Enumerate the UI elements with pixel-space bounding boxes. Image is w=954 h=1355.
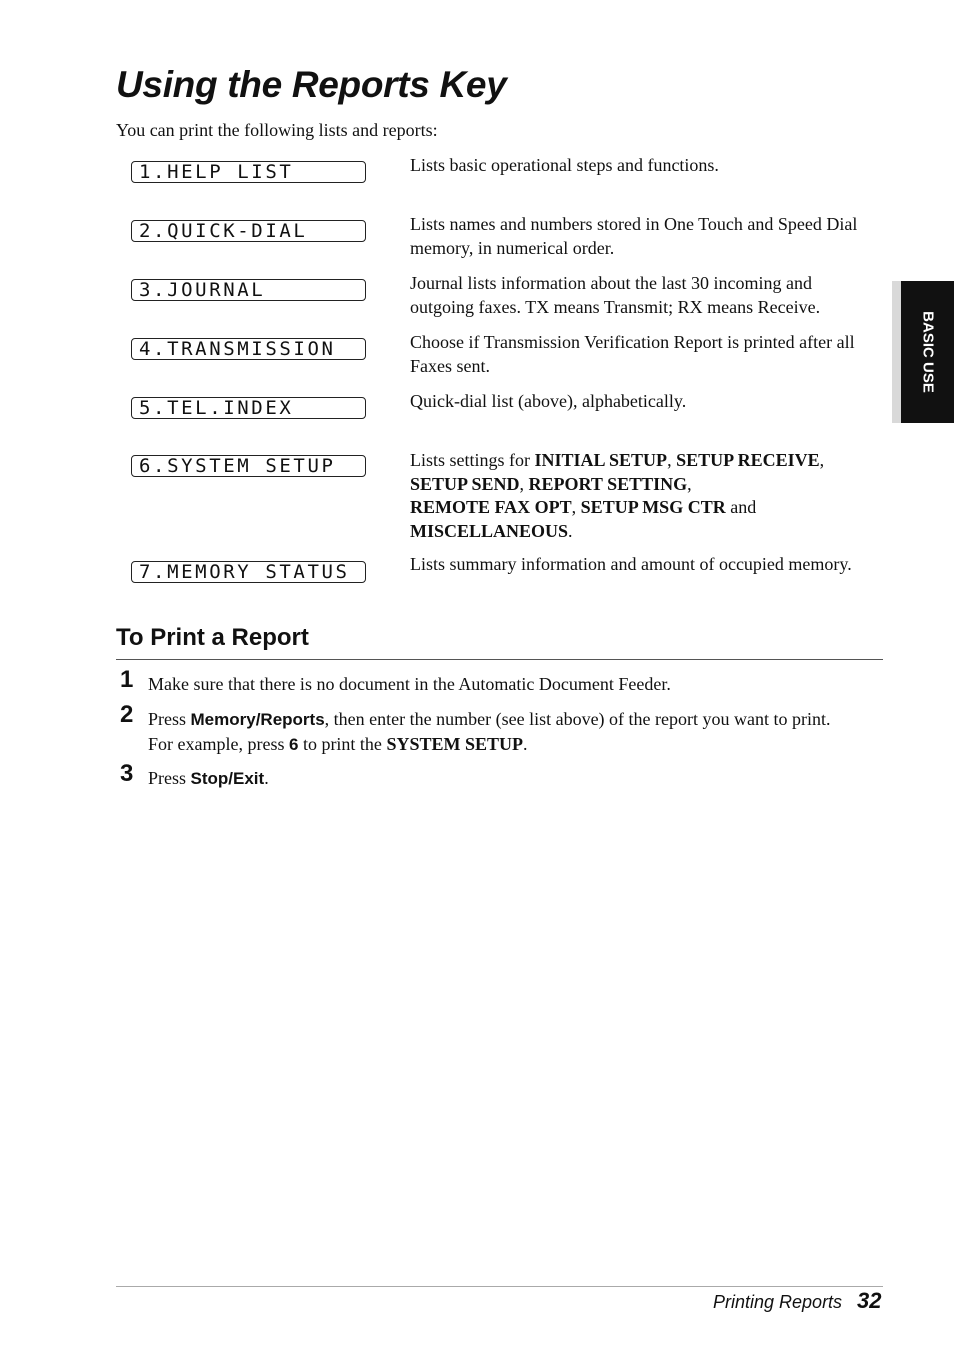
page-title: Using the Reports Key [116, 64, 507, 105]
text: , [687, 473, 692, 494]
text: . [522, 734, 528, 754]
setting-name: REMOTE FAX OPT [410, 497, 572, 517]
key-name: 6 [288, 735, 299, 754]
desc-memory-status: Lists summary information and amount of occupied memory. [410, 554, 852, 574]
text: , [819, 450, 825, 470]
text: Lists settings for [410, 450, 535, 470]
text: , [519, 473, 529, 494]
text: For example, press [148, 734, 289, 754]
setting-name: INITIAL SETUP [534, 450, 668, 470]
lcd-transmission: 4.TRANSMISSION [131, 338, 366, 360]
text: to print the [298, 734, 387, 754]
text: . [264, 768, 269, 788]
desc-system-setup [410, 449, 890, 543]
step-text [148, 707, 888, 757]
text: . [568, 520, 573, 541]
setting-name: REPORT SETTING [528, 473, 688, 494]
page-number: 32 [857, 1288, 882, 1313]
lcd-quick-dial: 2.QUICK-DIAL [131, 220, 366, 242]
text: , then enter the number (see list above) of the report you want to print. [324, 709, 831, 729]
text: Press [148, 768, 191, 788]
setting-name: SETUP SEND [410, 473, 520, 494]
desc-help-list: Lists basic operational steps and functions. [410, 155, 719, 175]
setting-name: SETUP RECEIVE [676, 450, 820, 470]
section-title: To Print a Report [116, 624, 309, 651]
text: Press [148, 709, 191, 729]
lcd-memory-status: 7.MEMORY STATUS [131, 561, 366, 583]
intro-text: You can print the following lists and reports: [116, 120, 438, 140]
text: , [571, 497, 581, 517]
step-number: 3 [120, 760, 134, 787]
setting-name: SYSTEM SETUP [386, 734, 523, 754]
section-divider [116, 659, 883, 660]
lcd-help-list: 1.HELP LIST [131, 161, 366, 183]
step-text: Make sure that there is no document in the Automatic Document Feeder. [148, 674, 671, 694]
footer-divider [116, 1286, 883, 1287]
lcd-journal: 3.JOURNAL [131, 279, 366, 301]
footer-section-label: Printing Reports [713, 1292, 843, 1312]
side-tab-label: BASIC USE [919, 311, 937, 393]
desc-tel-index: Quick-dial list (above), alphabetically. [410, 391, 687, 411]
desc-quick-dial: Lists names and numbers stored in One Touch and Speed Dial memory, in numerical order. [410, 214, 858, 258]
key-name: Memory/Reports [190, 710, 325, 729]
desc-transmission: Choose if Transmission Verification Report is printed after all Faxes sent. [410, 332, 855, 376]
desc-journal: Journal lists information about the last 30 incoming and outgoing faxes. TX means Transmit; RX means Receive. [410, 273, 821, 317]
key-name: Stop/Exit [190, 769, 265, 788]
setting-name: SETUP MSG CTR [580, 497, 726, 517]
step-number: 1 [120, 666, 134, 693]
step-text [148, 766, 888, 791]
lcd-system-setup: 6.SYSTEM SETUP [131, 455, 366, 477]
text: , [667, 450, 677, 470]
setting-name: MISCELLANEOUS [410, 520, 569, 541]
text: and [725, 497, 757, 517]
lcd-tel-index: 5.TEL.INDEX [131, 397, 366, 419]
step-number: 2 [120, 701, 134, 728]
